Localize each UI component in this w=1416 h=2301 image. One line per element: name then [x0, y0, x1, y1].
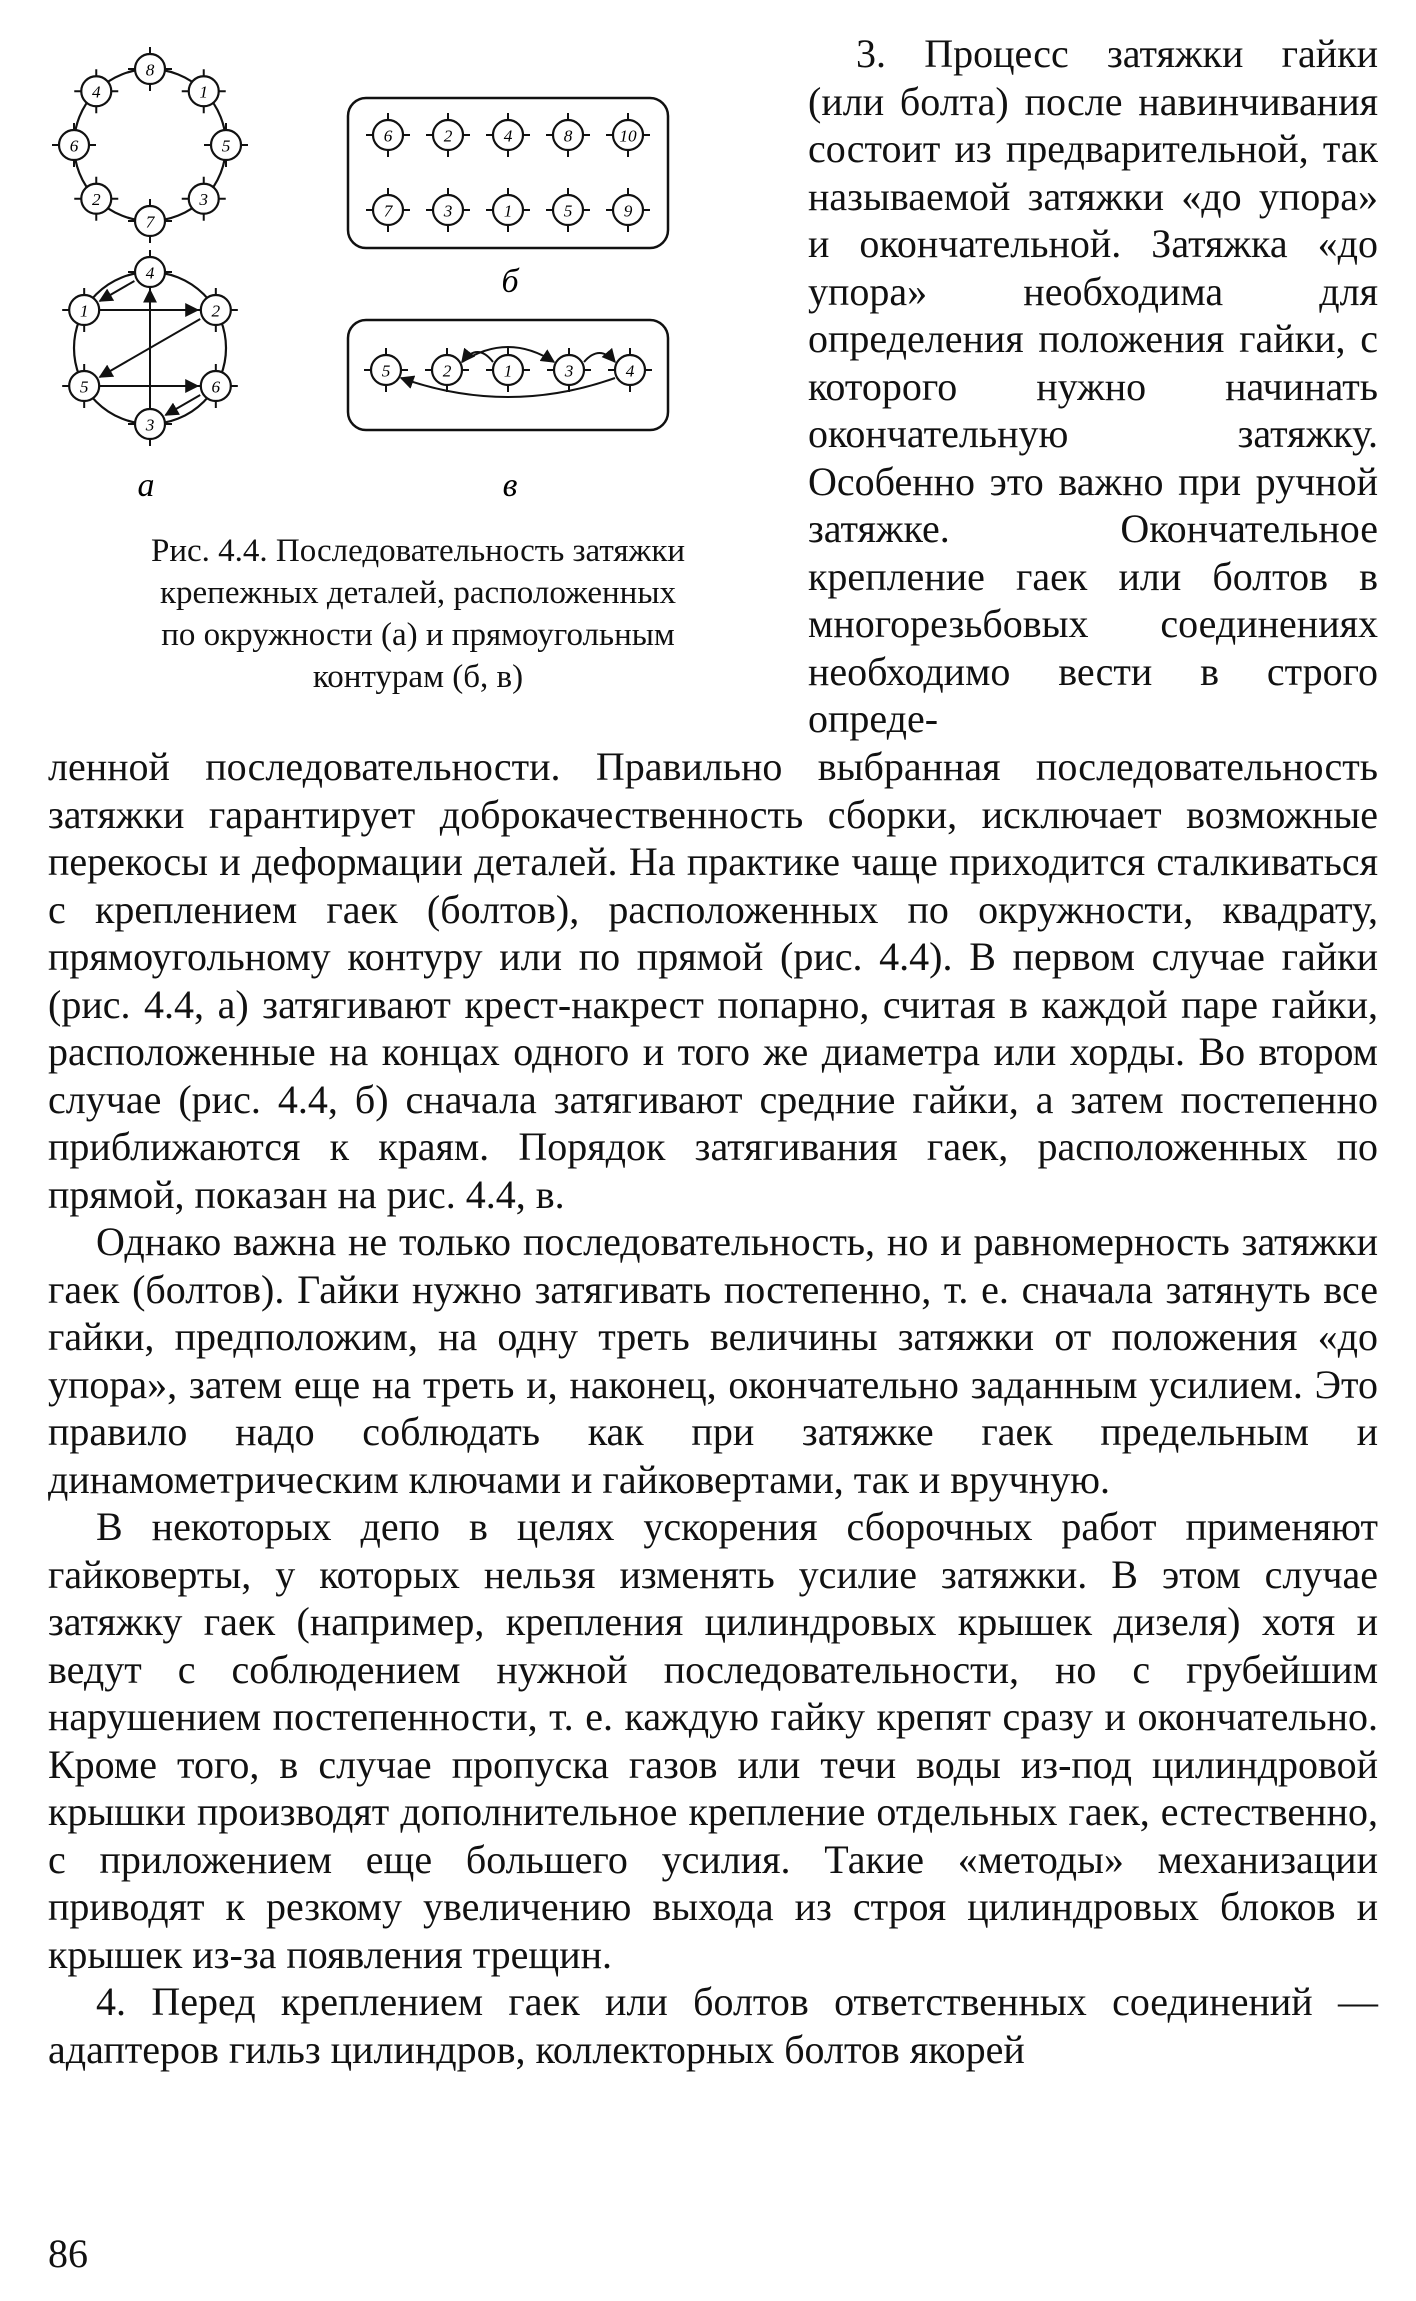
nut-6 [52, 123, 96, 167]
nut-5 [546, 188, 590, 232]
nut-1 [62, 288, 106, 332]
sublabel-a: а [137, 467, 155, 504]
nut-number: 6 [383, 126, 393, 146]
nut-6 [366, 113, 410, 157]
figure-4-4 [48, 30, 788, 520]
nut-number: 4 [503, 126, 513, 146]
nut-7 [128, 199, 172, 243]
caption-line: Рис. 4.4. Последовательность затяжки [150, 533, 686, 569]
nut-number: 6 [69, 136, 79, 156]
nut-number: 3 [199, 190, 209, 210]
nut-number: 3 [564, 361, 574, 381]
nut-4 [608, 348, 652, 392]
nut-number: 1 [503, 361, 513, 381]
figure-caption [48, 530, 788, 698]
tightening-arrow [166, 395, 201, 415]
paragraph: В некоторых депо в целях ускорения сборочных работ применяют гайковерты, у которых нельзя изменять усилие затяжки. В этом случае затяжку гаек (например, крепления цилиндровых крышек дизеля) хотя и ведут с соблюдением нужной последовательности, но с грубейшим нарушением постепенности, т. е. каждую гайку крепят сразу и окончательно. Кроме того, в случае пропуска газов или течи воды из-под цилиндровой крышки производят дополнительное крепление отдельных гаек, естественно, с приложением еще большего усилия. Такие «методы» механизации приводят к резкому увеличению выхода из строя цилиндровых блоков и крышек из-за появления трещин. [48, 1504, 1378, 1977]
line-five-nuts [348, 320, 668, 430]
nut-number: 8 [145, 60, 155, 80]
nut-number: 2 [211, 301, 221, 321]
nut-number: 8 [563, 126, 573, 146]
nut-2 [74, 177, 118, 221]
nut-number: 9 [623, 201, 633, 221]
nut-number: 2 [91, 190, 101, 210]
nut-3 [547, 348, 591, 392]
right-column-text [808, 30, 1378, 743]
nut-number: 4 [91, 82, 101, 102]
nut-number: 6 [211, 377, 221, 397]
nut-8 [128, 47, 172, 91]
nut-2 [426, 113, 470, 157]
circle-eight-nuts [52, 47, 248, 243]
paragraph: Однако важна не только последовательность, но и равномерность затяжки гаек (болтов). Гайки нужно затягивать постепенно, т. е. сначала затянуть все гайки, предположим, на одну треть величины затяжки от положения «до упора», затем еще на треть и, наконец, окончательно заданным усилием. Это правило надо соблюдать как при затяжке гаек предельным и динамометрическим ключами и гайковертами, так и вручную. [48, 1219, 1378, 1502]
caption-line: по окружности (а) и прямоугольным [161, 617, 675, 653]
rectangle-ten-nuts [348, 98, 668, 248]
nut-3 [128, 402, 172, 446]
nut-1 [182, 69, 226, 113]
paragraph-3-start: 3. Процесс затяжки гайки (или болта) после навинчивания состоит из предварительной, так называемой затяжки «до упора» и окончательной. Затяжка «до упора» необходима для определения положения гайки, с которого нужно начинать окончательную затяжку. Особенно это важно при ручной затяжке. Окончательное крепление гаек или болтов в многорезьбовых соединениях необходимо вести в строго опреде- [808, 31, 1378, 741]
nut-number: 7 [383, 201, 393, 221]
nut-1 [486, 348, 530, 392]
nut-number: 4 [625, 361, 635, 381]
nut-number: 10 [619, 126, 637, 146]
nut-1 [486, 188, 530, 232]
nut-number: 3 [443, 201, 453, 221]
paragraph-continuation: ленной последовательности. Правильно выбранная последовательность затяжки гарантирует доброкачественность сборки, исключает возможные перекосы и деформации деталей. На практике чаще приходится сталкиваться с креплением гаек (болтов), расположенных по окружности, квадрату, прямоугольному контуру или по прямой (рис. 4.4). В первом случае гайки (рис. 4.4, а) затягивают крест-накрест попарно, считая в каждой паре гайки, расположенные на концах одного и того же диаметра или хорды. Во втором случае (рис. 4.4, б) сначала затягивают средние гайки, а затем постепенно приближаются к краям. Порядок затягивания гаек, расположенных по прямой, показан на рис. 4.4, в. [48, 744, 1378, 1217]
nut-9 [606, 188, 650, 232]
nut-4 [128, 250, 172, 294]
nut-number: 5 [381, 361, 391, 381]
nut-number: 1 [199, 82, 209, 102]
nut-3 [182, 177, 226, 221]
nut-number: 2 [443, 126, 453, 146]
nut-number: 4 [145, 263, 155, 283]
nut-number: 5 [221, 136, 231, 156]
nut-number: 5 [563, 201, 573, 221]
nut-3 [426, 188, 470, 232]
nut-number: 3 [145, 415, 155, 435]
sequence-arc [584, 353, 615, 362]
nut-2 [425, 348, 469, 392]
circle-six-nuts [62, 250, 238, 446]
nut-number: 2 [442, 361, 452, 381]
caption-line: крепежных деталей, расположенных [159, 575, 676, 611]
nut-number: 7 [145, 212, 155, 232]
book-page [48, 30, 1378, 2280]
nut-6 [194, 364, 238, 408]
nut-5 [62, 364, 106, 408]
page-number: 86 [48, 2231, 88, 2276]
nut-4 [486, 113, 530, 157]
caption-line: контурам (б, в) [312, 659, 524, 695]
paragraph-4-start: 4. Перед креплением гаек или болтов ответственных соединений — адаптеров гильз цилиндров, коллекторных болтов якорей [48, 1979, 1378, 2072]
sublabel-v: в [502, 467, 518, 504]
nut-5 [204, 123, 248, 167]
nut-5 [364, 348, 408, 392]
nut-number: 1 [79, 301, 89, 321]
nut-7 [366, 188, 410, 232]
nut-10 [606, 113, 650, 157]
nut-number: 1 [503, 201, 513, 221]
nut-4 [74, 69, 118, 113]
figure-drawing [48, 30, 788, 520]
main-text [48, 743, 1378, 2073]
nut-8 [546, 113, 590, 157]
sublabel-b: б [501, 263, 519, 300]
nut-2 [194, 288, 238, 332]
nut-number: 5 [79, 377, 89, 397]
tightening-arrow [100, 281, 135, 301]
